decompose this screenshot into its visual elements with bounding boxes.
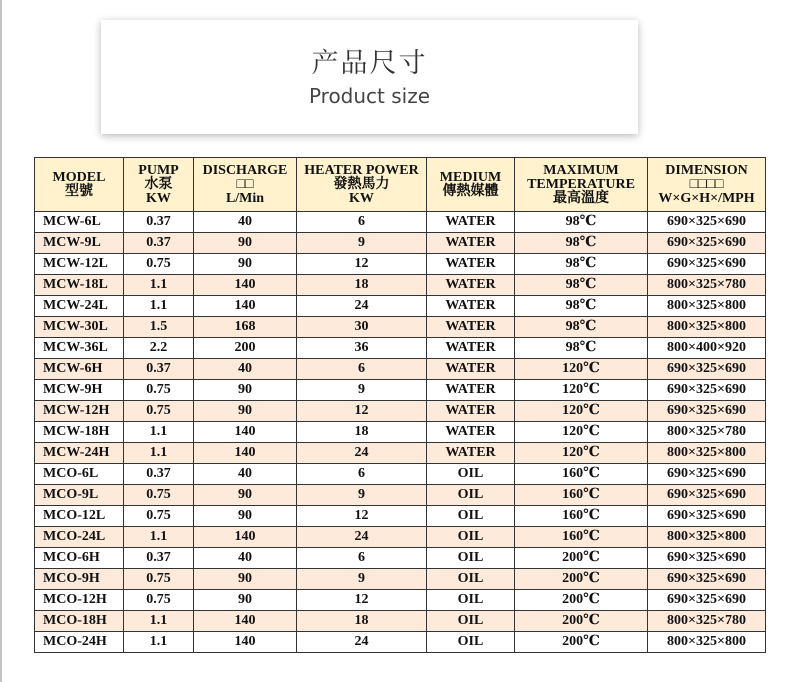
header-pump-cn: 水泵 <box>144 176 173 192</box>
cell-pump: 0.75 <box>124 401 194 422</box>
table-header-row <box>35 158 766 212</box>
cell-heater: 30 <box>297 317 427 338</box>
header-dimension-en: DIMENSION <box>665 162 748 178</box>
cell-model: MCW-6H <box>35 359 124 380</box>
cell-pump: 1.1 <box>124 632 194 653</box>
cell-medium: WATER <box>427 233 515 254</box>
cell-dimension: 690×325×690 <box>648 401 766 422</box>
cell-dimension: 800×325×800 <box>648 296 766 317</box>
cell-heater: 12 <box>297 254 427 275</box>
table-row <box>35 569 766 590</box>
cell-dimension: 800×325×780 <box>648 275 766 296</box>
left-border-rule <box>0 0 2 682</box>
table-row <box>35 548 766 569</box>
cell-temperature: 120℃ <box>515 359 648 380</box>
cell-discharge: 90 <box>194 506 297 527</box>
cell-heater: 9 <box>297 233 427 254</box>
header-discharge <box>194 158 297 212</box>
cell-model: MCW-6L <box>35 212 124 233</box>
cell-model: MCW-9L <box>35 233 124 254</box>
cell-pump: 0.37 <box>124 464 194 485</box>
header-medium-cn: 傳熱媒體 <box>442 183 499 199</box>
header-model <box>35 158 124 212</box>
cell-model: MCW-12L <box>35 254 124 275</box>
cell-model: MCO-6H <box>35 548 124 569</box>
table-row <box>35 212 766 233</box>
cell-model: MCW-24H <box>35 443 124 464</box>
cell-temperature: 120℃ <box>515 401 648 422</box>
cell-dimension: 690×325×690 <box>648 485 766 506</box>
cell-heater: 9 <box>297 569 427 590</box>
cell-medium: OIL <box>427 569 515 590</box>
cell-discharge: 140 <box>194 443 297 464</box>
cell-medium: WATER <box>427 275 515 296</box>
cell-heater: 18 <box>297 422 427 443</box>
cell-heater: 9 <box>297 380 427 401</box>
cell-temperature: 98℃ <box>515 233 648 254</box>
header-temp-en-2: TEMPERATURE <box>527 176 635 192</box>
cell-medium: OIL <box>427 506 515 527</box>
cell-model: MCW-9H <box>35 380 124 401</box>
table-row <box>35 401 766 422</box>
cell-heater: 6 <box>297 359 427 380</box>
cell-discharge: 40 <box>194 359 297 380</box>
cell-medium: OIL <box>427 527 515 548</box>
cell-heater: 36 <box>297 338 427 359</box>
header-discharge-en: DISCHARGE <box>202 162 288 178</box>
cell-model: MCO-24H <box>35 632 124 653</box>
cell-medium: WATER <box>427 380 515 401</box>
cell-medium: WATER <box>427 254 515 275</box>
cell-heater: 24 <box>297 632 427 653</box>
cell-heater: 9 <box>297 485 427 506</box>
cell-heater: 6 <box>297 212 427 233</box>
cell-dimension: 800×400×920 <box>648 338 766 359</box>
cell-discharge: 90 <box>194 380 297 401</box>
cell-temperature: 98℃ <box>515 275 648 296</box>
table-row <box>35 611 766 632</box>
cell-discharge: 168 <box>194 317 297 338</box>
cell-heater: 12 <box>297 590 427 611</box>
cell-temperature: 200℃ <box>515 611 648 632</box>
table-row <box>35 443 766 464</box>
cell-model: MCO-18H <box>35 611 124 632</box>
cell-dimension: 800×325×780 <box>648 611 766 632</box>
cell-pump: 0.37 <box>124 212 194 233</box>
header-heater-cn: 發熱馬力 <box>333 176 390 192</box>
table-row <box>35 233 766 254</box>
cell-heater: 24 <box>297 296 427 317</box>
cell-discharge: 140 <box>194 275 297 296</box>
cell-discharge: 140 <box>194 632 297 653</box>
header-pump <box>124 158 194 212</box>
table-row <box>35 464 766 485</box>
cell-medium: WATER <box>427 422 515 443</box>
cell-pump: 0.37 <box>124 359 194 380</box>
cell-temperature: 200℃ <box>515 590 648 611</box>
table-row <box>35 317 766 338</box>
cell-pump: 0.37 <box>124 548 194 569</box>
cell-heater: 12 <box>297 506 427 527</box>
cell-model: MCW-18H <box>35 422 124 443</box>
cell-model: MCW-12H <box>35 401 124 422</box>
header-model-en: MODEL <box>52 169 106 185</box>
table-row <box>35 338 766 359</box>
cell-pump: 1.1 <box>124 527 194 548</box>
cell-dimension: 690×325×690 <box>648 548 766 569</box>
cell-dimension: 690×325×690 <box>648 506 766 527</box>
cell-pump: 1.1 <box>124 422 194 443</box>
cell-discharge: 90 <box>194 569 297 590</box>
cell-heater: 18 <box>297 611 427 632</box>
cell-medium: WATER <box>427 401 515 422</box>
cell-temperature: 160℃ <box>515 464 648 485</box>
cell-heater: 24 <box>297 527 427 548</box>
header-dimension-cn: □□□□ <box>689 176 724 192</box>
cell-model: MCO-9H <box>35 569 124 590</box>
cell-temperature: 120℃ <box>515 443 648 464</box>
cell-dimension: 690×325×690 <box>648 380 766 401</box>
cell-medium: OIL <box>427 590 515 611</box>
cell-model: MCW-18L <box>35 275 124 296</box>
cell-discharge: 140 <box>194 296 297 317</box>
product-size-table <box>34 157 766 653</box>
cell-discharge: 90 <box>194 401 297 422</box>
cell-temperature: 98℃ <box>515 212 648 233</box>
table-row <box>35 590 766 611</box>
cell-pump: 0.37 <box>124 233 194 254</box>
cell-discharge: 200 <box>194 338 297 359</box>
page-title: 产品尺寸 <box>311 48 428 79</box>
cell-discharge: 90 <box>194 590 297 611</box>
cell-discharge: 90 <box>194 233 297 254</box>
header-temp-cn: 最高溫度 <box>553 190 609 206</box>
cell-pump: 1.1 <box>124 443 194 464</box>
cell-temperature: 120℃ <box>515 422 648 443</box>
header-dimension-unit: W×G×H×/MPH <box>658 190 755 206</box>
cell-discharge: 140 <box>194 422 297 443</box>
cell-pump: 1.1 <box>124 611 194 632</box>
cell-pump: 0.75 <box>124 254 194 275</box>
cell-dimension: 690×325×690 <box>648 212 766 233</box>
header-heater-en: HEATER POWER <box>304 162 419 178</box>
cell-temperature: 120℃ <box>515 380 648 401</box>
table-row <box>35 422 766 443</box>
cell-discharge: 40 <box>194 464 297 485</box>
cell-temperature: 98℃ <box>515 338 648 359</box>
cell-dimension: 690×325×690 <box>648 569 766 590</box>
table-row <box>35 506 766 527</box>
cell-pump: 0.75 <box>124 485 194 506</box>
cell-pump: 2.2 <box>124 338 194 359</box>
cell-discharge: 90 <box>194 485 297 506</box>
cell-medium: WATER <box>427 296 515 317</box>
cell-discharge: 140 <box>194 527 297 548</box>
cell-medium: WATER <box>427 317 515 338</box>
table-row <box>35 380 766 401</box>
cell-pump: 1.1 <box>124 275 194 296</box>
table-row <box>35 632 766 653</box>
cell-medium: OIL <box>427 611 515 632</box>
cell-dimension: 800×325×800 <box>648 527 766 548</box>
header-discharge-unit: L/Min <box>225 190 265 206</box>
cell-pump: 1.5 <box>124 317 194 338</box>
header-model-cn: 型號 <box>65 183 93 199</box>
page-subtitle: Product size <box>308 84 431 108</box>
cell-dimension: 690×325×690 <box>648 233 766 254</box>
cell-medium: WATER <box>427 443 515 464</box>
cell-discharge: 40 <box>194 212 297 233</box>
cell-temperature: 160℃ <box>515 527 648 548</box>
table-row <box>35 296 766 317</box>
cell-medium: OIL <box>427 485 515 506</box>
table-row <box>35 254 766 275</box>
title-card <box>101 20 638 134</box>
cell-discharge: 90 <box>194 254 297 275</box>
cell-pump: 1.1 <box>124 296 194 317</box>
header-heater-power <box>297 158 427 212</box>
cell-temperature: 200℃ <box>515 569 648 590</box>
cell-discharge: 40 <box>194 548 297 569</box>
cell-model: MCO-12L <box>35 506 124 527</box>
cell-medium: OIL <box>427 632 515 653</box>
cell-pump: 0.75 <box>124 590 194 611</box>
cell-temperature: 160℃ <box>515 485 648 506</box>
cell-model: MCO-9L <box>35 485 124 506</box>
cell-dimension: 800×325×800 <box>648 317 766 338</box>
cell-dimension: 690×325×690 <box>648 590 766 611</box>
cell-heater: 24 <box>297 443 427 464</box>
cell-discharge: 140 <box>194 611 297 632</box>
table-body <box>35 212 766 653</box>
cell-medium: WATER <box>427 212 515 233</box>
cell-pump: 0.75 <box>124 506 194 527</box>
cell-heater: 12 <box>297 401 427 422</box>
header-pump-en: PUMP <box>138 162 179 178</box>
cell-model: MCW-36L <box>35 338 124 359</box>
header-pump-unit: KW <box>146 190 171 206</box>
cell-dimension: 690×325×690 <box>648 254 766 275</box>
cell-heater: 6 <box>297 464 427 485</box>
table-row <box>35 485 766 506</box>
header-max-temperature <box>515 158 648 212</box>
table-row <box>35 527 766 548</box>
cell-pump: 0.75 <box>124 569 194 590</box>
cell-heater: 18 <box>297 275 427 296</box>
cell-temperature: 98℃ <box>515 296 648 317</box>
table-row <box>35 275 766 296</box>
cell-temperature: 160℃ <box>515 506 648 527</box>
cell-medium: OIL <box>427 548 515 569</box>
cell-model: MCO-24L <box>35 527 124 548</box>
cell-medium: OIL <box>427 464 515 485</box>
cell-heater: 6 <box>297 548 427 569</box>
cell-temperature: 200℃ <box>515 548 648 569</box>
cell-dimension: 800×325×800 <box>648 443 766 464</box>
header-medium-en: MEDIUM <box>439 169 502 185</box>
cell-temperature: 98℃ <box>515 254 648 275</box>
cell-temperature: 98℃ <box>515 317 648 338</box>
cell-medium: WATER <box>427 338 515 359</box>
cell-pump: 0.75 <box>124 380 194 401</box>
header-discharge-cn: □□ <box>236 176 254 192</box>
header-medium <box>427 158 515 212</box>
cell-dimension: 800×325×800 <box>648 632 766 653</box>
cell-dimension: 690×325×690 <box>648 464 766 485</box>
cell-model: MCO-6L <box>35 464 124 485</box>
cell-temperature: 200℃ <box>515 632 648 653</box>
header-temp-en-1: MAXIMUM <box>543 162 619 178</box>
cell-model: MCO-12H <box>35 590 124 611</box>
header-heater-unit: KW <box>349 190 374 206</box>
cell-dimension: 800×325×780 <box>648 422 766 443</box>
cell-dimension: 690×325×690 <box>648 359 766 380</box>
header-dimension <box>648 158 766 212</box>
cell-medium: WATER <box>427 359 515 380</box>
cell-model: MCW-24L <box>35 296 124 317</box>
table-row <box>35 359 766 380</box>
cell-model: MCW-30L <box>35 317 124 338</box>
